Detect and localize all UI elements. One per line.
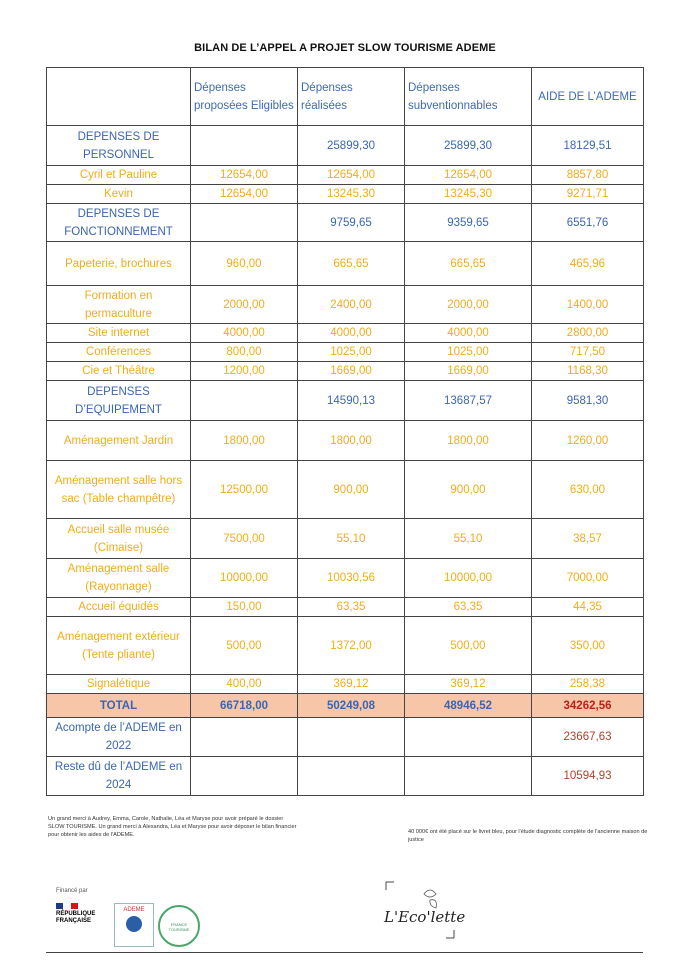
value-cell: 9271,71 [532,185,644,204]
bottom-divider [46,952,643,953]
value-cell [191,204,298,242]
value-cell: 4000,00 [298,324,405,343]
row-label: Acompte de l’ADEME en 2022 [47,718,191,757]
table-row [47,694,644,718]
row-label: Papeterie, brochures [47,242,191,286]
value-cell [191,381,298,421]
table-row [47,461,644,519]
value-cell: 6551,76 [532,204,644,242]
value-cell: 465,96 [532,242,644,286]
value-cell: 665,65 [405,242,532,286]
value-cell: 150,00 [191,598,298,617]
value-cell: 960,00 [191,242,298,286]
table-row [47,617,644,675]
row-label: Aménagement Jardin [47,421,191,461]
table-row [47,675,644,694]
value-cell: 13687,57 [405,381,532,421]
value-cell: 9581,30 [532,381,644,421]
value-cell: 900,00 [298,461,405,519]
value-cell: 50249,08 [298,694,405,718]
value-cell: 44,35 [532,598,644,617]
row-label: DEPENSES DE PERSONNEL [47,126,191,166]
row-label: Signalétique [47,675,191,694]
header-realized: Dépenses réalisées [298,68,405,126]
footer-thanks: Un grand merci à Audrey, Emma, Carole, Nathalie, Léa et Maryse pour avoir préparé le dossier SLOW TOURISME. Un grand merci à Alexandra, Léa et Maryse pour avoir déposer le bilan financier pour obtenir les aides de l'ADEME. [48,816,297,838]
value-cell: 4000,00 [191,324,298,343]
value-cell: 2000,00 [191,286,298,324]
value-cell: 23667,63 [532,718,644,757]
row-label: Cie et Théâtre [47,362,191,381]
value-cell: 10594,93 [532,757,644,796]
value-cell [405,757,532,796]
table-row [47,185,644,204]
value-cell [405,718,532,757]
value-cell: 14590,13 [298,381,405,421]
table-row [47,286,644,324]
logo-ademe-text: ADEME [123,907,145,913]
table-row [47,421,644,461]
value-cell: 8857,80 [532,166,644,185]
table-row [47,324,644,343]
value-cell: 25899,30 [298,126,405,166]
value-cell: 13245,30 [298,185,405,204]
value-cell: 25899,30 [405,126,532,166]
value-cell: 1025,00 [298,343,405,362]
row-label: DEPENSES DE FONCTIONNEMENT [47,204,191,242]
value-cell: 34262,56 [532,694,644,718]
value-cell: 12654,00 [191,185,298,204]
value-cell: 10000,00 [191,559,298,598]
table-row [47,718,644,757]
row-label: Accueil équidés [47,598,191,617]
header-empty-cell [47,68,191,126]
table-row [47,519,644,559]
table-row [47,242,644,286]
value-cell: 9359,65 [405,204,532,242]
row-label: Reste dû de l’ADEME en 2024 [47,757,191,796]
value-cell: 12654,00 [405,166,532,185]
row-label: Conférences [47,343,191,362]
value-cell: 55,10 [298,519,405,559]
table-row [47,126,644,166]
value-cell: 2000,00 [405,286,532,324]
table-row [47,598,644,617]
logo-ft-text: FRANCE TOURISME [168,922,190,932]
value-cell: 4000,00 [405,324,532,343]
value-cell: 500,00 [191,617,298,675]
value-cell: 7000,00 [532,559,644,598]
value-cell: 1200,00 [191,362,298,381]
row-label: Cyril et Pauline [47,166,191,185]
value-cell: 800,00 [191,343,298,362]
logo-rf-text: RÉPUBLIQUE FRANÇAISE [56,911,96,924]
value-cell: 1800,00 [405,421,532,461]
value-cell [191,718,298,757]
value-cell: 1260,00 [532,421,644,461]
row-label: DEPENSES D’EQUIPEMENT [47,381,191,421]
table-row [47,166,644,185]
value-cell: 10030,56 [298,559,405,598]
footer-note: 40 000€ ont été placé sur le livret bleu, pour l'étude diagnostic complète de l'ancienne maison de justice [408,829,648,843]
row-label: Accueil salle musée (Cimaise) [47,519,191,559]
header-ademe-aid: AIDE DE L’ADEME [532,68,644,126]
value-cell: 1669,00 [298,362,405,381]
value-cell: 12500,00 [191,461,298,519]
value-cell: 63,35 [298,598,405,617]
ademe-logo [114,903,154,947]
row-label: Aménagement extérieur (Tente pliante) [47,617,191,675]
row-label: Formation en permaculture [47,286,191,324]
brand-text: L'Eco'lette [384,908,466,926]
value-cell: 369,12 [405,675,532,694]
value-cell [298,718,405,757]
value-cell: 2400,00 [298,286,405,324]
header-proposed: Dépenses proposées Eligibles [191,68,298,126]
budget-table [46,67,644,796]
ecolette-logo [380,880,466,940]
row-label: Site internet [47,324,191,343]
value-cell: 350,00 [532,617,644,675]
table-row [47,559,644,598]
value-cell [191,757,298,796]
value-cell: 258,38 [532,675,644,694]
value-cell [298,757,405,796]
table-row [47,381,644,421]
table-row [47,204,644,242]
value-cell: 38,57 [532,519,644,559]
value-cell: 2800,00 [532,324,644,343]
value-cell: 63,35 [405,598,532,617]
value-cell: 1800,00 [298,421,405,461]
value-cell: 48946,52 [405,694,532,718]
value-cell: 12654,00 [191,166,298,185]
table-row [47,362,644,381]
table-row [47,757,644,796]
value-cell: 55,10 [405,519,532,559]
value-cell: 7500,00 [191,519,298,559]
value-cell: 1800,00 [191,421,298,461]
value-cell: 18129,51 [532,126,644,166]
value-cell: 66718,00 [191,694,298,718]
value-cell: 1400,00 [532,286,644,324]
value-cell: 1669,00 [405,362,532,381]
france-tourisme-logo [158,905,200,947]
value-cell: 900,00 [405,461,532,519]
value-cell: 1025,00 [405,343,532,362]
value-cell: 10000,00 [405,559,532,598]
row-label: TOTAL [47,694,191,718]
value-cell: 630,00 [532,461,644,519]
value-cell: 13245,30 [405,185,532,204]
header-subsidizable: Dépenses subventionnables [405,68,532,126]
value-cell: 369,12 [298,675,405,694]
value-cell: 12654,00 [298,166,405,185]
value-cell [191,126,298,166]
republique-francaise-logo [56,903,108,945]
value-cell: 665,65 [298,242,405,286]
value-cell: 717,50 [532,343,644,362]
value-cell: 500,00 [405,617,532,675]
value-cell: 1168,30 [532,362,644,381]
value-cell: 9759,65 [298,204,405,242]
page-title: BILAN DE L’APPEL A PROJET SLOW TOURISME ADEME [194,42,496,54]
table-row [47,343,644,362]
funded-by-label: Financé par [56,888,88,894]
value-cell: 400,00 [191,675,298,694]
row-label: Kevin [47,185,191,204]
row-label: Aménagement salle (Rayonnage) [47,559,191,598]
value-cell: 1372,00 [298,617,405,675]
row-label: Aménagement salle hors sac (Table champêtre) [47,461,191,519]
